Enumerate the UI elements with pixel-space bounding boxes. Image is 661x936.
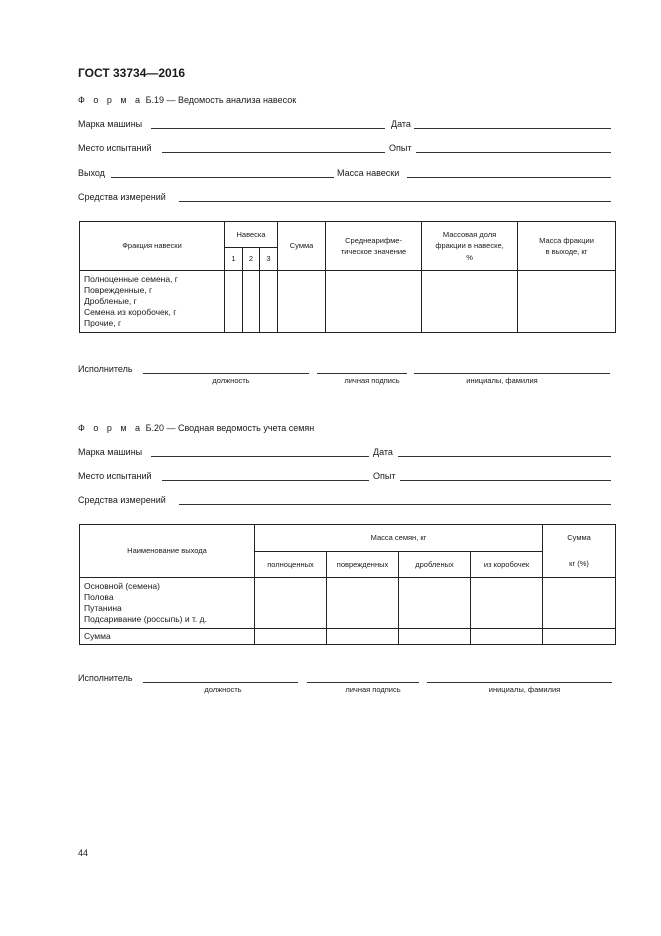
sum-damaged-cell[interactable] [327,628,399,644]
form-b19-experiment-field[interactable] [416,152,611,153]
col-crushed-header: дробленых [399,551,471,578]
col-share-header [422,222,518,271]
form-b19-executor-label: Исполнитель [78,364,133,374]
page-number: 44 [78,848,89,858]
col-output-name-header: Наименование выхода [80,525,255,578]
sum-total-cell[interactable] [543,628,616,644]
sample-num-1: 1 [225,248,243,271]
col-average-line2: тическое значение [340,247,407,256]
form-b19-place-field[interactable] [162,152,385,153]
fraction-row: Поврежденные, г [84,284,153,295]
output-row: Основной (семена) [84,581,160,591]
fraction-list-cell [80,271,225,333]
form-b19-table [79,221,616,333]
form-b20-instruments-field[interactable] [179,504,611,505]
sample-num-2: 2 [243,248,260,271]
crushed-cell[interactable] [399,578,471,629]
form-b19-date-label: Дата [391,119,411,129]
boxes-cell[interactable] [471,578,543,629]
form-b20-executor-label: Исполнитель [78,673,133,683]
sum-cell[interactable] [278,271,326,333]
average-cell[interactable] [326,271,422,333]
sample-1-cell[interactable] [225,271,243,333]
form-b20-initials-field[interactable] [427,682,612,683]
output-list-cell [80,578,255,629]
form-b19-position-field[interactable] [143,373,309,374]
sample-2-cell[interactable] [243,271,260,333]
form-b20-position-caption: должность [204,685,242,694]
form-b20-instruments-label: Средства измерений [78,495,166,505]
col-share-line3: % [466,252,473,262]
col-fraction-header: Фракция навески [80,222,225,271]
fraction-row: Прочие, г [84,317,122,328]
col-total-line1: Сумма [567,533,591,542]
form-b19-title [78,95,296,105]
form-b19-signature-caption: личная подпись [344,376,400,385]
form-b19-instruments-label: Средства измерений [78,192,166,202]
col-sample-header: Навеска [225,222,278,248]
fraction-row: Семена из коробочек, г [84,306,177,317]
form-b19-sample-mass-label: Масса навески [337,168,400,178]
form-b20-place-label: Место испытаний [78,471,152,481]
form-b20-signature-field[interactable] [307,682,419,683]
form-b19-position-caption: должность [212,376,250,385]
document-title: ГОСТ 33734—2016 [78,66,186,80]
share-cell[interactable] [422,271,518,333]
fraction-row: Полноценные семена, г [84,274,178,284]
sample-num-3: 3 [260,248,278,271]
col-total-header [543,525,616,578]
form-b19-initials-caption: инициалы, фамилия [466,376,538,385]
sum-crushed-cell[interactable] [399,628,471,644]
output-row: Путанина [84,602,122,613]
form-b20-table [79,524,616,645]
col-damaged-header: поврежденных [327,551,399,578]
sum-boxes-cell[interactable] [471,628,543,644]
form-b19-initials-field[interactable] [414,373,610,374]
form-b20-machine-field[interactable] [151,456,369,457]
output-row: Полова [84,591,114,602]
form-b19-machine-label: Марка машины [78,119,143,129]
form-b20-title-text: Б.20 — Сводная ведомость учета семян [143,423,315,433]
col-share-line1: Массовая доля [442,230,497,240]
form-b20-date-label: Дата [373,447,393,457]
form-b20-title-prefix: Ф о р м а [78,423,144,433]
col-share-line2: фракции в навеске, [435,241,504,251]
form-b19-machine-field[interactable] [151,128,385,129]
col-full-header: полноценных [255,551,327,578]
form-b19-place-label: Место испытаний [78,143,152,153]
col-fraction-mass-line2: в выходе, кг [545,247,588,256]
col-fraction-mass-line1: Масса фракции [539,235,594,245]
sample-3-cell[interactable] [260,271,278,333]
full-cell[interactable] [255,578,327,629]
form-b20-title [78,423,314,433]
col-fraction-mass-header [518,222,616,271]
form-b20-experiment-label: Опыт [373,471,396,481]
output-row: Подсаривание (россыпь) и т. д. [84,613,207,624]
col-sum-header: Сумма [278,222,326,271]
form-b19-title-text: Б.19 — Ведомость анализа навесок [143,95,297,105]
sum-full-cell[interactable] [255,628,327,644]
total-cell[interactable] [543,578,616,629]
form-b20-signature-caption: личная подпись [345,685,401,694]
form-b19-date-field[interactable] [414,128,611,129]
form-b20-machine-label: Марка машины [78,447,143,457]
damaged-cell[interactable] [327,578,399,629]
form-b20-place-field[interactable] [162,480,369,481]
form-b19-yield-label: Выход [78,168,105,178]
form-b19-title-prefix: Ф о р м а [78,95,144,105]
fraction-mass-cell[interactable] [518,271,616,333]
col-average-header [326,222,422,271]
form-b20-experiment-field[interactable] [400,480,611,481]
form-b20-initials-caption: инициалы, фамилия [488,685,561,694]
form-b19-experiment-label: Опыт [389,143,412,153]
col-boxes-header: из коробочек [471,551,543,578]
form-b20-position-field[interactable] [143,682,298,683]
sum-row-label: Сумма [80,628,255,644]
fraction-row: Дробленые, г [84,295,137,306]
form-b19-sample-mass-field[interactable] [407,177,611,178]
form-b19-signature-field[interactable] [317,373,407,374]
col-seed-mass-header: Масса семян, кг [255,525,543,552]
form-b19-yield-field[interactable] [111,177,334,178]
col-total-line2: кг (%) [569,559,589,568]
form-b20-date-field[interactable] [398,456,611,457]
form-b19-instruments-field[interactable] [179,201,611,202]
col-average-line1: Среднеарифме- [345,235,402,245]
